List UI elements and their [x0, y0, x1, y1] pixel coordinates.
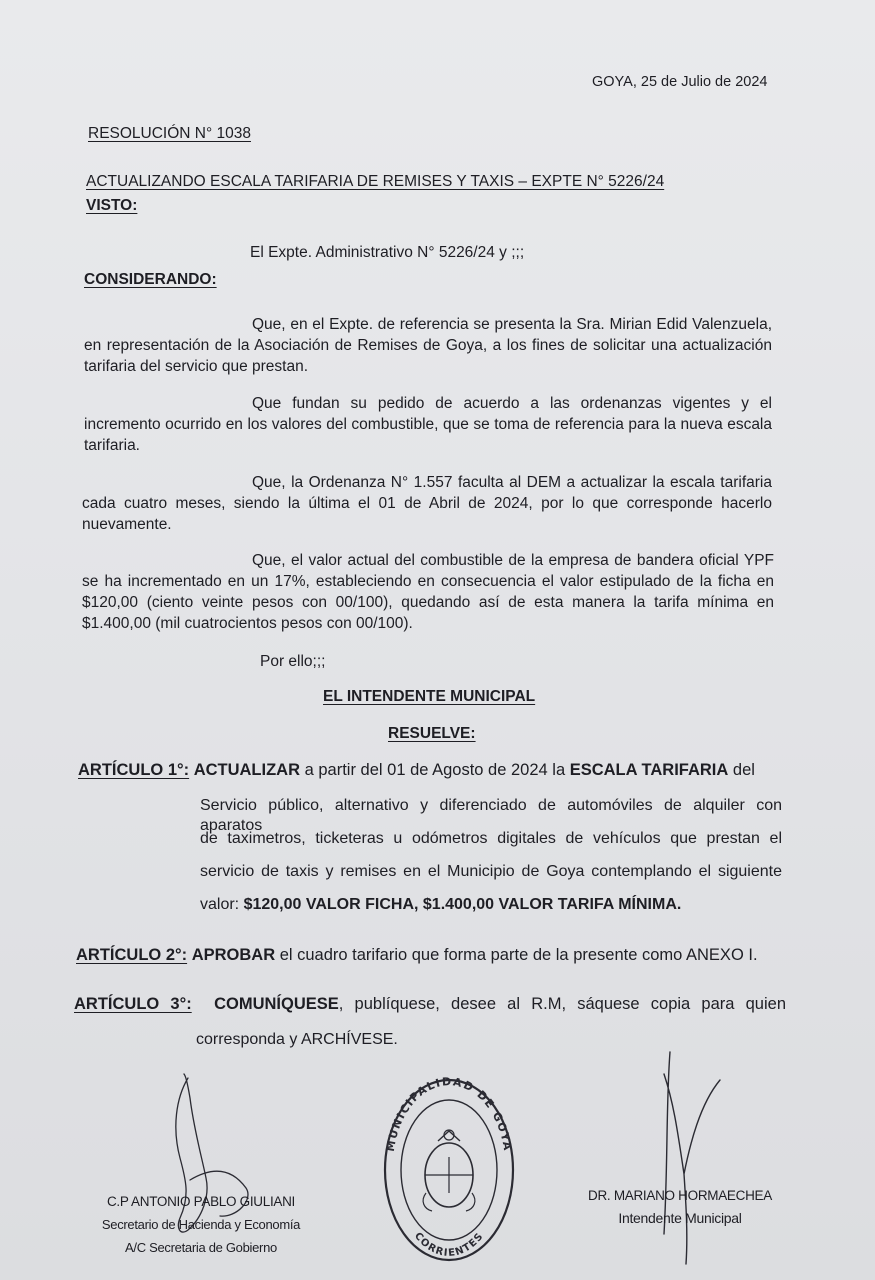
- authority-title: EL INTENDENTE MUNICIPAL: [323, 688, 536, 705]
- article-3-label: ARTÍCULO 3°:: [74, 995, 192, 1013]
- signatory-right-role: Intendente Municipal: [618, 1210, 742, 1226]
- signatory-left-role-2: A/C Secretaria de Gobierno: [125, 1240, 277, 1255]
- resolution-number: RESOLUCIÓN N° 1038: [88, 125, 251, 142]
- signatory-right-name: DR. MARIANO HORMAECHEA: [588, 1188, 772, 1203]
- considerando-heading: CONSIDERANDO:: [84, 271, 217, 288]
- resuelve-heading: RESUELVE:: [388, 725, 476, 742]
- article-1-line-5-prefix: valor:: [200, 896, 244, 913]
- article-3-line-2: corresponda y ARCHÍVESE.: [196, 1031, 398, 1048]
- paragraph-line: Que, el valor actual del combustible de la empresa de bandera oficial YPF: [252, 552, 774, 569]
- paragraph-line: Que, la Ordenanza N° 1.557 faculta al DEM a actualizar la escala tarifaria: [252, 474, 772, 491]
- article-1-line-2: Servicio público, alternativo y diferenciado de automóviles de alquiler con aparatos: [200, 797, 782, 834]
- considerando-paragraph: [84, 393, 772, 456]
- considerando-paragraph: [82, 550, 774, 634]
- article-2-line: [76, 945, 758, 965]
- paragraph-line: se ha incrementado en un 17%, estableciendo en consecuencia el valor estipulado de la ficha en: [82, 573, 774, 590]
- paragraph-line: tarifaria.: [84, 437, 140, 454]
- article-1-values: $120,00 VALOR FICHA, $1.400,00 VALOR TARIFA MÍNIMA.: [243, 896, 682, 913]
- paragraph-line: en representación de la Asociación de Remises de Goya, a los fines de solicitar una actualización: [84, 337, 772, 354]
- resolution-subject: ACTUALIZANDO ESCALA TARIFARIA DE REMISES Y TAXIS – EXPTE N° 5226/24: [86, 173, 665, 190]
- signatory-left-role-1: Secretario de Hacienda y Economía: [101, 1217, 301, 1232]
- signatory-left: [96, 1190, 306, 1259]
- considerando-paragraph: [84, 314, 772, 377]
- article-1-line-5: [200, 895, 681, 915]
- article-2-verb: APROBAR: [191, 946, 276, 964]
- visto-text: El Expte. Administrativo N° 5226/24 y ;;;: [250, 244, 525, 261]
- article-3-line: [74, 994, 786, 1014]
- svg-text:CORRIENTES: CORRIENTES: [411, 1230, 487, 1260]
- article-3-text: , publíquese, desee al R.M, sáquese copia para quien: [338, 995, 787, 1013]
- article-1-line-1: [78, 760, 778, 780]
- article-2-label: ARTÍCULO 2°:: [76, 946, 188, 964]
- signatory-right: [570, 1184, 790, 1230]
- paragraph-line: Que fundan su pedido de acuerdo a las ordenanzas vigentes y el: [252, 395, 772, 412]
- paragraph-line: incremento ocurrido en los valores del combustible, que se toma de referencia para la nueva escala: [84, 416, 772, 433]
- article-1-text-c: del: [728, 761, 755, 779]
- article-1-label: ARTÍCULO 1°:: [78, 761, 190, 779]
- paragraph-line: Que, en el Expte. de referencia se presenta la Sra. Mirian Edid Valenzuela,: [252, 316, 772, 333]
- considerando-paragraph: [82, 472, 772, 535]
- article-1-bold: ESCALA TARIFARIA: [569, 761, 729, 779]
- visto-heading: VISTO:: [86, 197, 138, 214]
- paragraph-line: tarifaria del servicio que prestan.: [84, 358, 309, 375]
- place-date: GOYA, 25 de Julio de 2024: [592, 74, 768, 90]
- paragraph-line: nuevamente.: [82, 516, 172, 533]
- paragraph-line: $1.400,00 (mil cuatrocientos pesos con 00/100).: [82, 615, 413, 632]
- signature-right: [640, 1044, 740, 1274]
- signatory-left-name: C.P ANTONIO PABLO GIULIANI: [106, 1194, 295, 1209]
- article-3-verb: COMUNÍQUESE: [214, 995, 339, 1013]
- article-2-text: el cuadro tarifario que forma parte de la presente como ANEXO I.: [275, 946, 758, 964]
- article-1-text-a: a partir del 01 de Agosto de 2024 la: [300, 761, 570, 779]
- por-ello: Por ello;;;: [260, 653, 326, 670]
- paragraph-line: $120,00 (ciento veinte pesos con 00/100), quedando así de esta manera la tarifa mínima en: [82, 594, 774, 611]
- municipal-seal: [380, 1075, 518, 1265]
- svg-text:MUNICIPALIDAD DE GOYA: MUNICIPALIDAD DE GOYA: [383, 1075, 515, 1153]
- paragraph-line: cada cuatro meses, siendo la última el 01 de Abril de 2024, por lo que corresponde hacerlo: [82, 495, 772, 512]
- article-1-verb: ACTUALIZAR: [193, 761, 301, 779]
- article-1-line-4: servicio de taxis y remises en el Municipio de Goya contemplando el siguiente: [200, 863, 782, 880]
- article-1-line-3: de taximetros, ticketeras u odómetros digitales de vehículos que prestan el: [200, 830, 782, 847]
